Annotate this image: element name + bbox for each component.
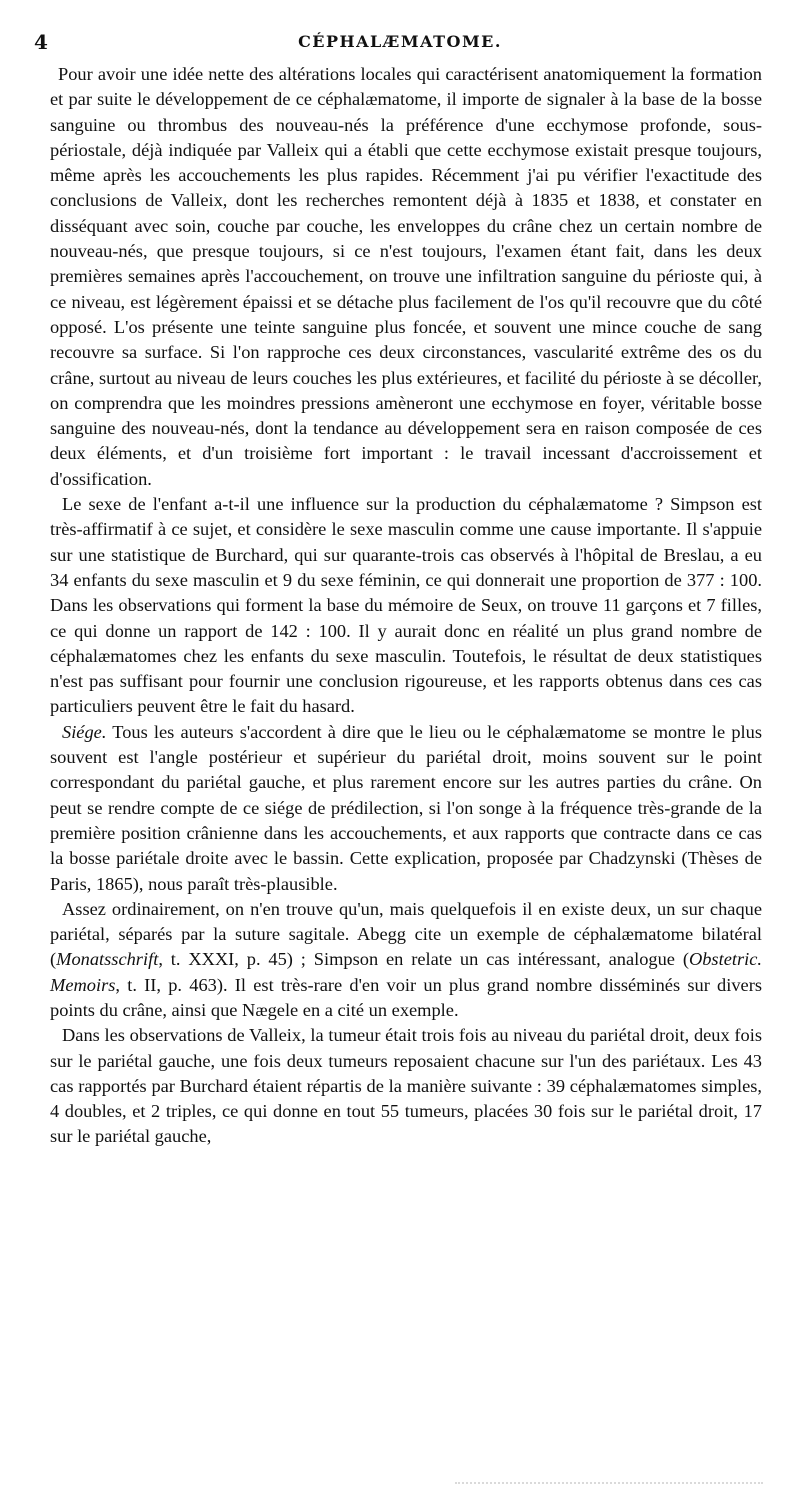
citation-obstetric-memoirs: Obstetric. Memoirs (50, 949, 762, 995)
paragraph-multiple-tumors (50, 897, 762, 1023)
paragraph-valleix-observations: Dans les observations de Valleix, la tumeur était trois fois au niveau du pariétal droit, deux fois sur le pariétal gauche, une fois deux tumeurs reposaient chacune sur l'un des pariétaux. Les 43 cas rapportés par Burchard étaient répartis de la manière suivante : 39 céphalæmatomes simples, 4 doubles, et 2 triples, ce qui donne en tout 55 tumeurs, placées 30 fois sur le pariétal droit, 17 sur le pariétal gauche, (50, 1025, 762, 1147)
paragraph-multiple-text-a: Assez ordinairement, on n'en trouve qu'un, mais quelquefois il en existe deux, un sur chaque pariétal, séparés par la suture sagitale. Abegg cite un exemple de céphalæmatome bilatéral ( (50, 898, 762, 970)
paragraph-location (50, 720, 762, 897)
footer-smudge (455, 1468, 763, 1484)
citation-monatsschrift: Monatsschrift (56, 949, 159, 970)
paragraph-multiple-text-c: , t. II, p. 463). Il est très-rare d'en voir un plus grand nombre disséminés sur divers points du crâne, ainsi que Nægele en a cité un exemple. (50, 974, 762, 1020)
paragraph-multiple-text-b: , t. XXXI, p. 45) ; Simpson en relate un cas intéressant, analogue ( (158, 949, 689, 970)
body-text (50, 62, 762, 1150)
section-label-siege: Siége. (62, 721, 107, 742)
page-header (34, 30, 766, 56)
paragraph-sex-influence: Le sexe de l'enfant a-t-il une influence sur la production du céphalæmatome ? Simpson est très-affirmatif à ce sujet, et considère le sexe masculin comme une cause importante. Il s'appuie sur une statistique de Burchard, qui sur quarante-trois cas observés à l'hôpital de Breslau, a eu 34 enfants du sexe masculin et 9 du sexe féminin, ce qui donnerait une proportion de 377 : 100. Dans les observations qui forment la base du mémoire de Seux, on trouve 11 garçons et 7 filles, ce qui donne un rapport de 142 : 100. Il y aurait donc en réalité un plus grand nombre de céphalæmatomes chez les enfants du sexe masculin. Toutefois, le résultat de deux statistiques n'est pas suffisant pour fournir une conclusion rigoureuse, et les rapports obtenus dans ces cas particuliers peuvent être le fait du hasard. (50, 494, 762, 717)
running-title: CÉPHALÆMATOME. (298, 32, 502, 51)
paragraph-anatomy: Pour avoir une idée nette des altérations locales qui caractérisent anatomiquement la formation et par suite le développement de ce céphalæmatome, il importe de signaler à la base de la bosse sanguine ou thrombus des nouveau-nés la préférence d'une ecchymose profonde, sous-périostale, déjà indiquée par Valleix qui a établi que cette ecchymose existait presque toujours, même après les accouchements les plus rapides. Récemment j'ai pu vérifier l'exactitude des conclusions de Valleix, dont les recherches remontent déjà à 1835 et 1838, et constater en disséquant avec soin, couche par couche, les enveloppes du crâne chez un certain nombre de nouveau-nés, que presque toujours, si ce n'est toujours, l'examen étant fait, dans les deux premières semaines après l'accouchement, on trouve une infiltration sanguine du périoste qui, à ce niveau, est légèrement épaissi et se détache plus facilement de l'os qu'il recouvre que du côté opposé. L'os présente une teinte sanguine plus foncée, et souvent une mince couche de sang recouvre sa surface. Si l'on rapproche ces deux circonstances, vascularité extrême des os du crâne, surtout au niveau de leurs couches les plus extérieures, et facilité du périoste à se décoller, on comprendra que les moindres pressions amèneront une ecchymose en foyer, véritable bosse sanguine des nouveau-nés, dont la tendance au développement sera en raison composée de ces deux éléments, et d'un troisième fort important : le travail incessant d'accroissement et d'ossification. (50, 64, 762, 489)
page-number: 4 (34, 30, 48, 54)
paragraph-location-text: Tous les auteurs s'accordent à dire que le lieu ou le céphalæmatome se montre le plus souvent est l'angle postérieur et supérieur du pariétal droit, moins souvent sur le point correspondant du pariétal gauche, et plus rarement encore sur les autres parties du crâne. On peut se rendre compte de ce siége de prédilection, si l'on songe à la fréquence très-grande de la première position crânienne dans les accouchements, et aux rapports que contracte dans ce cas la bosse pariétale droite avec le bassin. Cette explication, proposée par Chadzynski (Thèses de Paris, 1865), nous paraît très-plausible. (50, 721, 762, 894)
